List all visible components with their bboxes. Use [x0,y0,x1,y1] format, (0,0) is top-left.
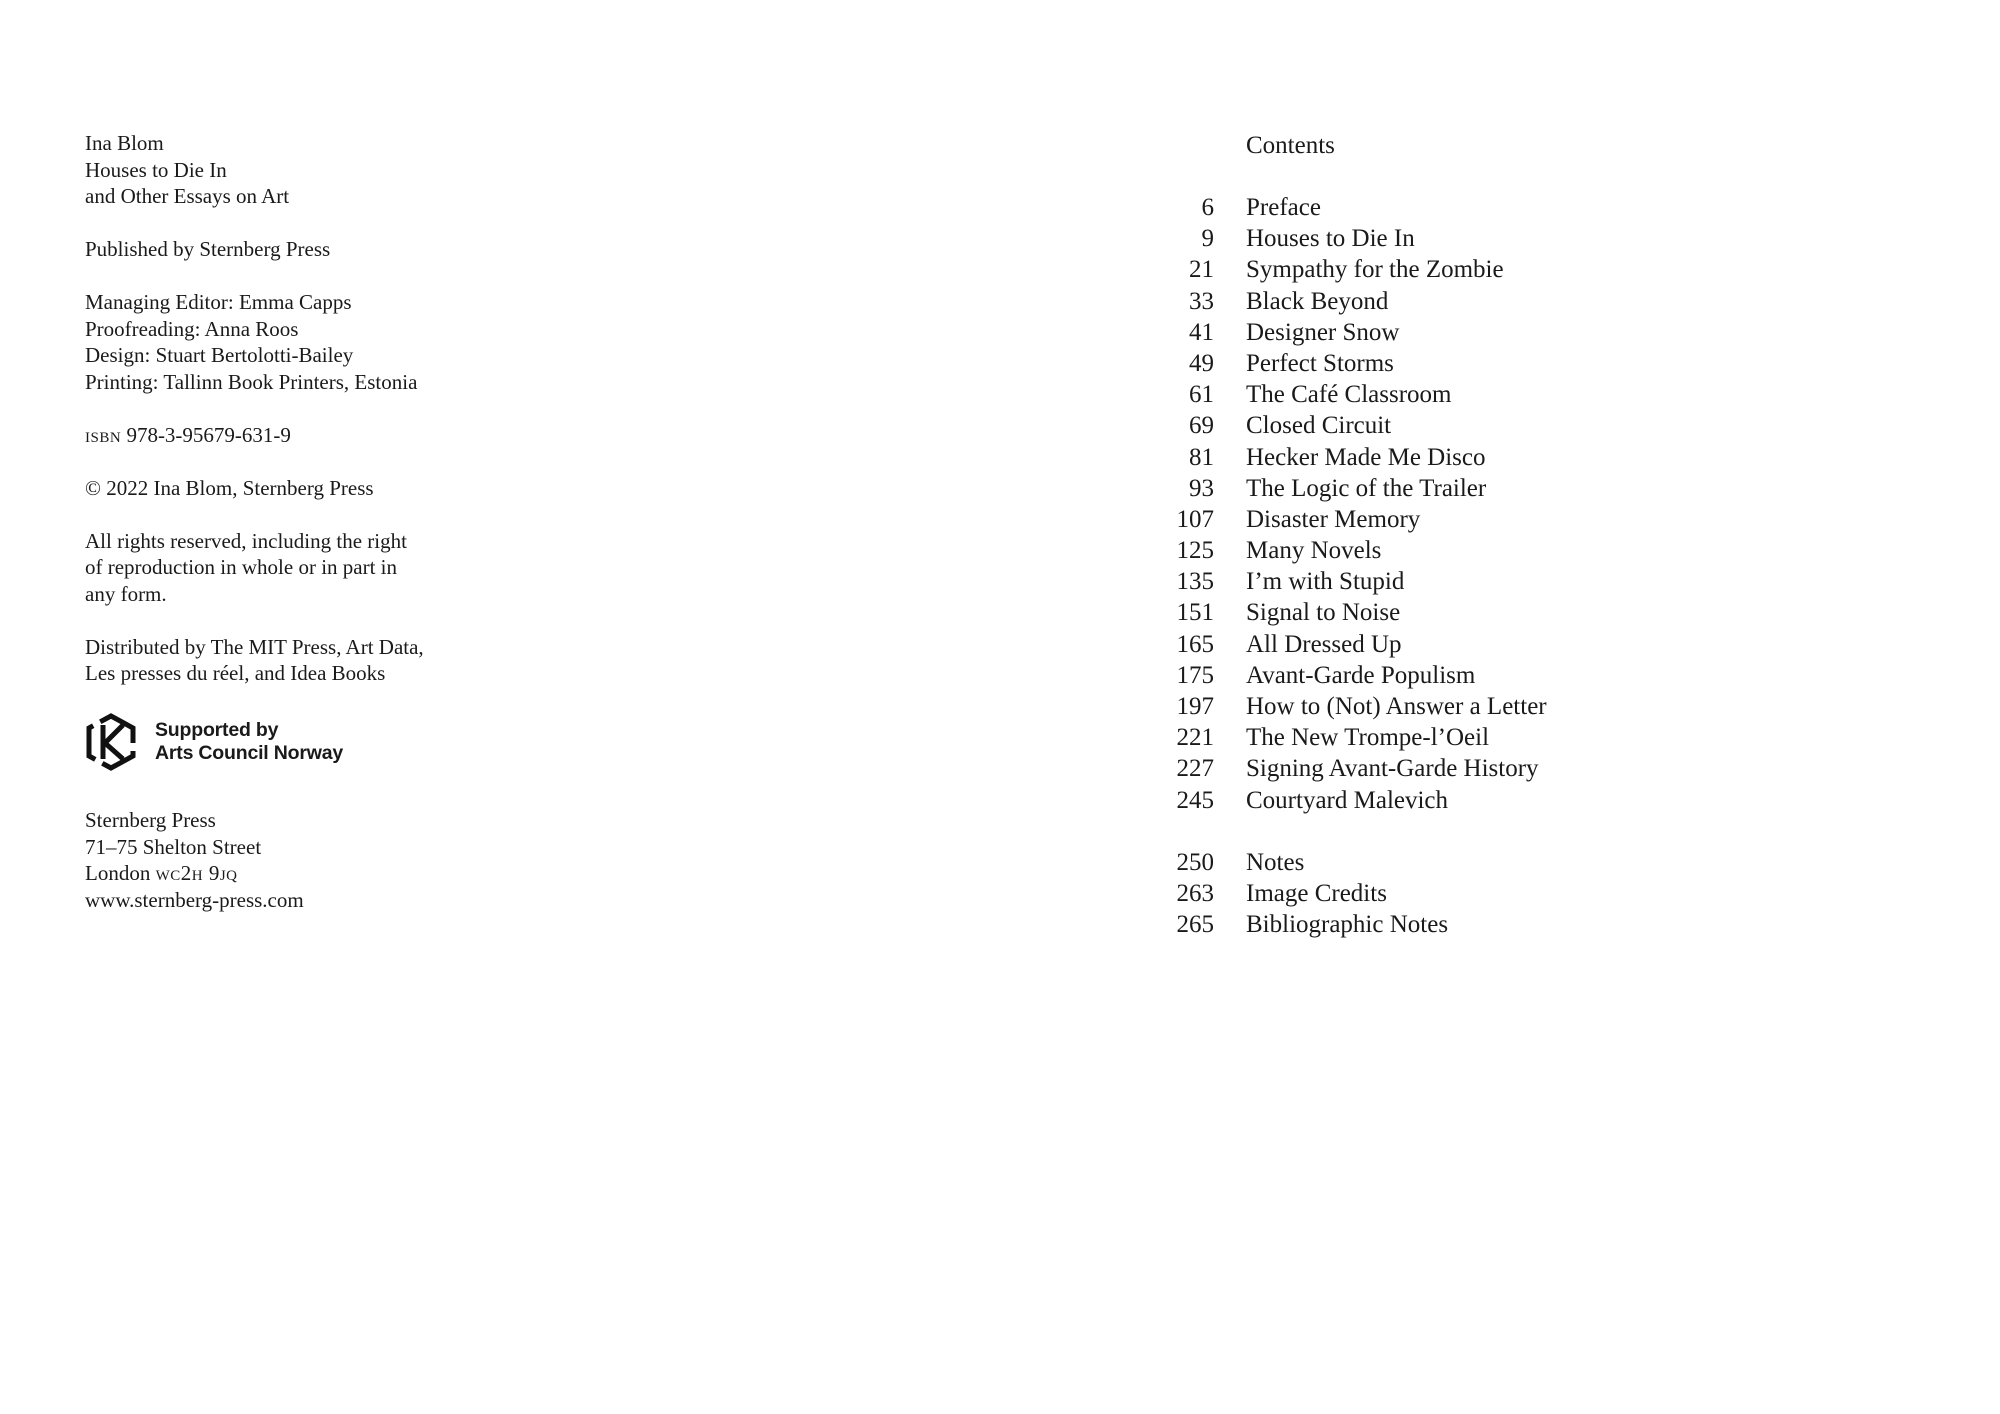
toc-page-number: 49 [1189,349,1214,377]
toc-page-number: 197 [1176,693,1214,720]
toc-page-number: 9 [1201,225,1214,253]
rights-line: any form. [85,581,167,606]
toc-page-number: 93 [1189,474,1214,502]
book-title: Houses to Die In [85,157,227,182]
toc-entry-title: Sympathy for the Zombie [1246,256,1504,284]
toc-page-number: 81 [1189,443,1214,471]
distribution-line: Distributed by The MIT Press, Art Data, [85,634,424,659]
toc-entry[interactable] [1170,878,1730,909]
street-address: 71–75 Shelton Street [85,834,262,859]
toc-entry-title: All Dressed Up [1246,630,1402,658]
toc-page-number: 245 [1176,786,1214,814]
book-title-block [85,130,605,210]
copyright-block [85,475,605,502]
toc-entry-title: Preface [1246,194,1321,221]
toc-page-number: 33 [1189,287,1214,315]
toc-entry[interactable] [1170,785,1730,816]
toc-page-number: 69 [1189,412,1214,440]
toc-entry-title: Many Novels [1246,537,1382,565]
toc-entry[interactable] [1170,254,1730,285]
credit-line: Printing: Tallinn Book Printers, Estonia [85,369,418,394]
toc-entry[interactable] [1170,629,1730,660]
toc-entry-title: Courtyard Malevich [1246,786,1449,814]
isbn-label: isbn [85,422,122,447]
publisher-block [85,236,605,263]
address-block [85,807,605,913]
toc-list [1170,192,1730,816]
toc-entry[interactable] [1170,192,1730,223]
distribution-block [85,634,605,687]
toc-entry-title: Perfect Storms [1246,349,1394,377]
toc-entry[interactable] [1170,223,1730,254]
author-name: Ina Blom [85,131,164,155]
toc-entry-title: Hecker Made Me Disco [1246,443,1486,471]
toc-entry[interactable] [1170,597,1730,628]
toc-entry-title: Closed Circuit [1246,412,1392,440]
toc-entry[interactable] [1170,566,1730,597]
toc-entry-title: Avant-Garde Populism [1246,661,1476,689]
rights-block [85,528,605,608]
toc-entry[interactable] [1170,691,1730,722]
arts-council-norway-logo-icon [85,713,137,771]
toc-entry[interactable] [1170,379,1730,410]
isbn-number: 978-3-95679-631-9 [126,422,291,447]
credit-line: Managing Editor: Emma Capps [85,290,352,314]
rights-line: All rights reserved, including the right [85,528,407,553]
toc-page-number: 265 [1176,911,1214,939]
toc-entry[interactable] [1170,410,1730,441]
logo-text [155,719,343,765]
toc-entry-title: Houses to Die In [1246,225,1415,253]
website-link[interactable]: www.sternberg-press.com [85,887,304,912]
arts-council-norway-logo [85,713,605,771]
toc-entry-title: The Logic of the Trailer [1246,474,1487,502]
toc-entry[interactable] [1170,286,1730,317]
toc-entry-title: Signal to Noise [1246,599,1401,627]
toc-entry[interactable] [1170,753,1730,784]
logo-text-line2: Arts Council Norway [155,742,343,764]
toc-entry-title: Image Credits [1246,880,1387,908]
toc-page-number: 250 [1176,848,1214,876]
toc-page-number: 165 [1176,630,1214,658]
toc-entry[interactable] [1170,909,1730,940]
toc-entry-title: Disaster Memory [1246,505,1421,533]
contents-heading: Contents [1246,132,1335,159]
toc-entry-title: Signing Avant-Garde History [1246,755,1539,783]
toc-entry-title: The Café Classroom [1246,381,1452,409]
toc-entry[interactable] [1170,442,1730,473]
toc-divider-space [1170,816,1730,847]
credits-block [85,289,605,395]
toc-entry[interactable] [1170,348,1730,379]
toc-entry[interactable] [1170,722,1730,753]
isbn-line [85,422,605,449]
city: London [85,861,151,885]
toc-entry[interactable] [1170,473,1730,504]
distribution-line: Les presses du réel, and Idea Books [85,661,386,685]
postcode: wc2h 9jq [155,861,238,885]
toc-page-number: 61 [1189,381,1214,409]
credit-line: Design: Stuart Bertolotti-Bailey [85,343,354,367]
toc-entry[interactable] [1170,660,1730,691]
toc-entry-title: Black Beyond [1246,287,1389,315]
toc-page-number: 263 [1176,880,1214,908]
logo-text-line1: Supported by [155,719,279,741]
toc-back-matter [1170,847,1730,941]
publisher-line: Published by Sternberg Press [85,237,331,261]
toc-page-number: 151 [1176,599,1214,627]
toc-entry-title: Designer Snow [1246,318,1400,346]
toc-entry[interactable] [1170,535,1730,566]
press-name: Sternberg Press [85,808,216,832]
toc-page-number: 41 [1189,318,1214,346]
toc-page-number: 21 [1189,256,1214,284]
imprint-page [85,130,605,940]
toc-entry-title: The New Trompe-l’Oeil [1246,724,1490,752]
toc-entry-title: I’m with Stupid [1246,568,1405,596]
rights-line: of reproduction in whole or in part in [85,555,398,579]
city-line [85,860,605,887]
credit-line: Proofreading: Anna Roos [85,316,299,341]
copyright-line: © 2022 Ina Blom, Sternberg Press [85,475,374,500]
isbn-block [85,422,605,449]
toc-entry[interactable] [1170,504,1730,535]
toc-page-number: 125 [1176,537,1214,565]
toc-page-number: 175 [1176,661,1214,689]
toc-entry-title: How to (Not) Answer a Letter [1246,693,1547,720]
toc-page-number: 227 [1176,755,1214,783]
contents-page [1170,130,1730,941]
toc-entry[interactable] [1170,317,1730,348]
toc-entry-title: Notes [1246,848,1305,876]
toc-entry-title: Bibliographic Notes [1246,911,1449,939]
toc-page-number: 107 [1176,505,1214,533]
toc-page-number: 6 [1201,194,1214,221]
book-subtitle: and Other Essays on Art [85,184,290,208]
toc-page-number: 135 [1176,568,1214,596]
toc-page-number: 221 [1176,724,1214,752]
toc-entry[interactable] [1170,847,1730,878]
